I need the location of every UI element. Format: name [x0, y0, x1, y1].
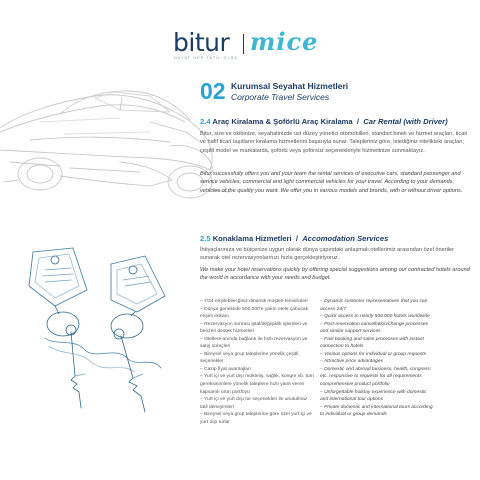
logo-separator	[243, 34, 244, 54]
list-item: erişim imkanı	[200, 314, 229, 320]
list-item: to individual or group demands	[320, 412, 387, 418]
car-rental-heading-en: Car Rental (with Driver)	[363, 117, 448, 126]
list-item: – Fast booking and sales processes with instant	[320, 336, 424, 342]
logo-brand: bitur	[173, 28, 230, 57]
list-item: – Yurt içi ve yurt dışı mükteliş, sağlık, kongre vb. tüm	[200, 374, 314, 380]
list-item: yurt dışı turlar	[200, 419, 230, 425]
list-item: comprehensive product portfolio	[320, 382, 390, 388]
section-number: 02	[200, 78, 226, 104]
section-title-tr: Kurumsal Seyahat Hizmetleri	[231, 81, 349, 91]
hotel-keys-sketch-illustration	[15, 246, 195, 416]
car-rental-number: 2.4	[200, 117, 211, 126]
list-item: etc. responsive to requests for all requirements	[320, 374, 422, 380]
list-item: – Various options for individual or group requests	[320, 351, 427, 357]
hotels-text-tr: İhtiyaçlarınıza ve bütçenize uygun olarak dünya çapındaki anlaşmalı otellerimiz arasından özel öneriler sunarak otel rezervasyonlarınızı hızla gerçekleştiriyoruz.	[200, 247, 455, 262]
list-item: – Post-reservation cancellation/change processes	[320, 321, 428, 327]
list-item: – Otellere anında bağlantı ile hızlı rezervasyon ve	[200, 336, 308, 342]
car-rental-text-tr: Bitur, size ve ekibinize, seyahatinizde üst düzey yönetici otomobilleri, standart binek ve hizmet araçları, ticari ve hafif ticari taşıtların kiralama hizmetlerini başarıyla sunar. Talepleriniz göre, istediğiniz nitelikteki araçları; çeşitli model ve markalarda, şoförlü veya şoförsüz seçenekleriyle hizmetinize sunmaktayız.	[200, 131, 468, 154]
hotels-benefits-list-tr	[200, 298, 318, 426]
list-item: – Cazip fiyat avantajları	[200, 366, 251, 372]
list-item: – Attractive price advantages	[320, 359, 383, 365]
list-item: benzeri destek hizmetleri	[200, 329, 255, 335]
list-item: – Domestic and abroad business, health, congress;	[320, 366, 432, 372]
car-rental-text-en: Bitur successfully offers you and your team the rental services of executive cars, standard passenger and service vehicles, commercial and light commercial vehicles for your travel. According to your demands, vehicles of the quality you want. We offer you in various models and brands, with or without driver options.	[200, 171, 463, 194]
list-item: gereksinimlere yönelik taleplere hızlı yanıt veren	[200, 382, 305, 388]
list-item: – Bireysel veya grup taleplerine göre özel yurt içi ve	[200, 412, 312, 418]
car-rental-heading-tr: Araç Kiralama & Şoförlü Araç Kiralama	[212, 117, 353, 126]
list-item: – Quick access to nearly 500.000 hotels worldwide	[320, 314, 430, 320]
list-item: kapsamlı ürün portföyü	[200, 389, 250, 395]
list-item: and similar support services	[320, 329, 381, 335]
list-item: – Dünya genelinde 500.000'e yakın otele çabucak	[200, 306, 309, 312]
logo-product: mice	[250, 27, 319, 56]
hotels-heading-separator: /	[295, 234, 298, 243]
hotels-heading-en: Accomodation Services	[302, 234, 389, 243]
logo-tagline: HAYAT HEP TATİL OLSA	[174, 56, 239, 60]
list-item: satış süreçleri	[200, 344, 231, 350]
list-item: – Bireysel veya grup taleplerine yönelik çeşitli	[200, 351, 299, 357]
hotels-benefits-list-en	[320, 298, 470, 419]
car-sketch-illustration	[0, 62, 232, 202]
bitur-mice-logo	[173, 27, 323, 64]
hotels-number: 2.5	[200, 234, 211, 243]
list-item: – Yurt içi ve yurt dışı tur seçenekleri ile unutulmaz	[200, 397, 308, 403]
list-item: and international tour options	[320, 397, 384, 403]
list-item: access 24/7	[320, 306, 347, 312]
list-item: connection to hotels	[320, 344, 364, 350]
list-item: – Rezervasyon sonrası iptal/değişiklik işlemleri ve	[200, 321, 308, 327]
section-title-en: Corporate Travel Services	[231, 92, 330, 102]
list-item: – 7/24 erişilebilecğiniz dinamik müşteri temsilcileri	[200, 299, 308, 304]
list-item: – Private domestic and international tours according	[320, 404, 433, 410]
car-rental-heading	[200, 117, 448, 126]
list-item: tatil deneyimleri	[200, 404, 234, 410]
list-item: seçenekler	[200, 359, 224, 365]
list-item: – Unforgettable holiday experience with domestic	[320, 389, 427, 395]
hotels-heading-tr: Konaklama Hizmetleri	[212, 234, 292, 243]
hotels-text-en: We make your hotel reservations quickly by offering special suggestions among our contracted hotels around the world in accordance with your needs and budget.	[200, 267, 470, 282]
car-rental-heading-separator: /	[356, 117, 360, 126]
hotels-heading	[200, 234, 388, 243]
list-item: – Dynamic customer representatives that you can	[320, 299, 428, 304]
